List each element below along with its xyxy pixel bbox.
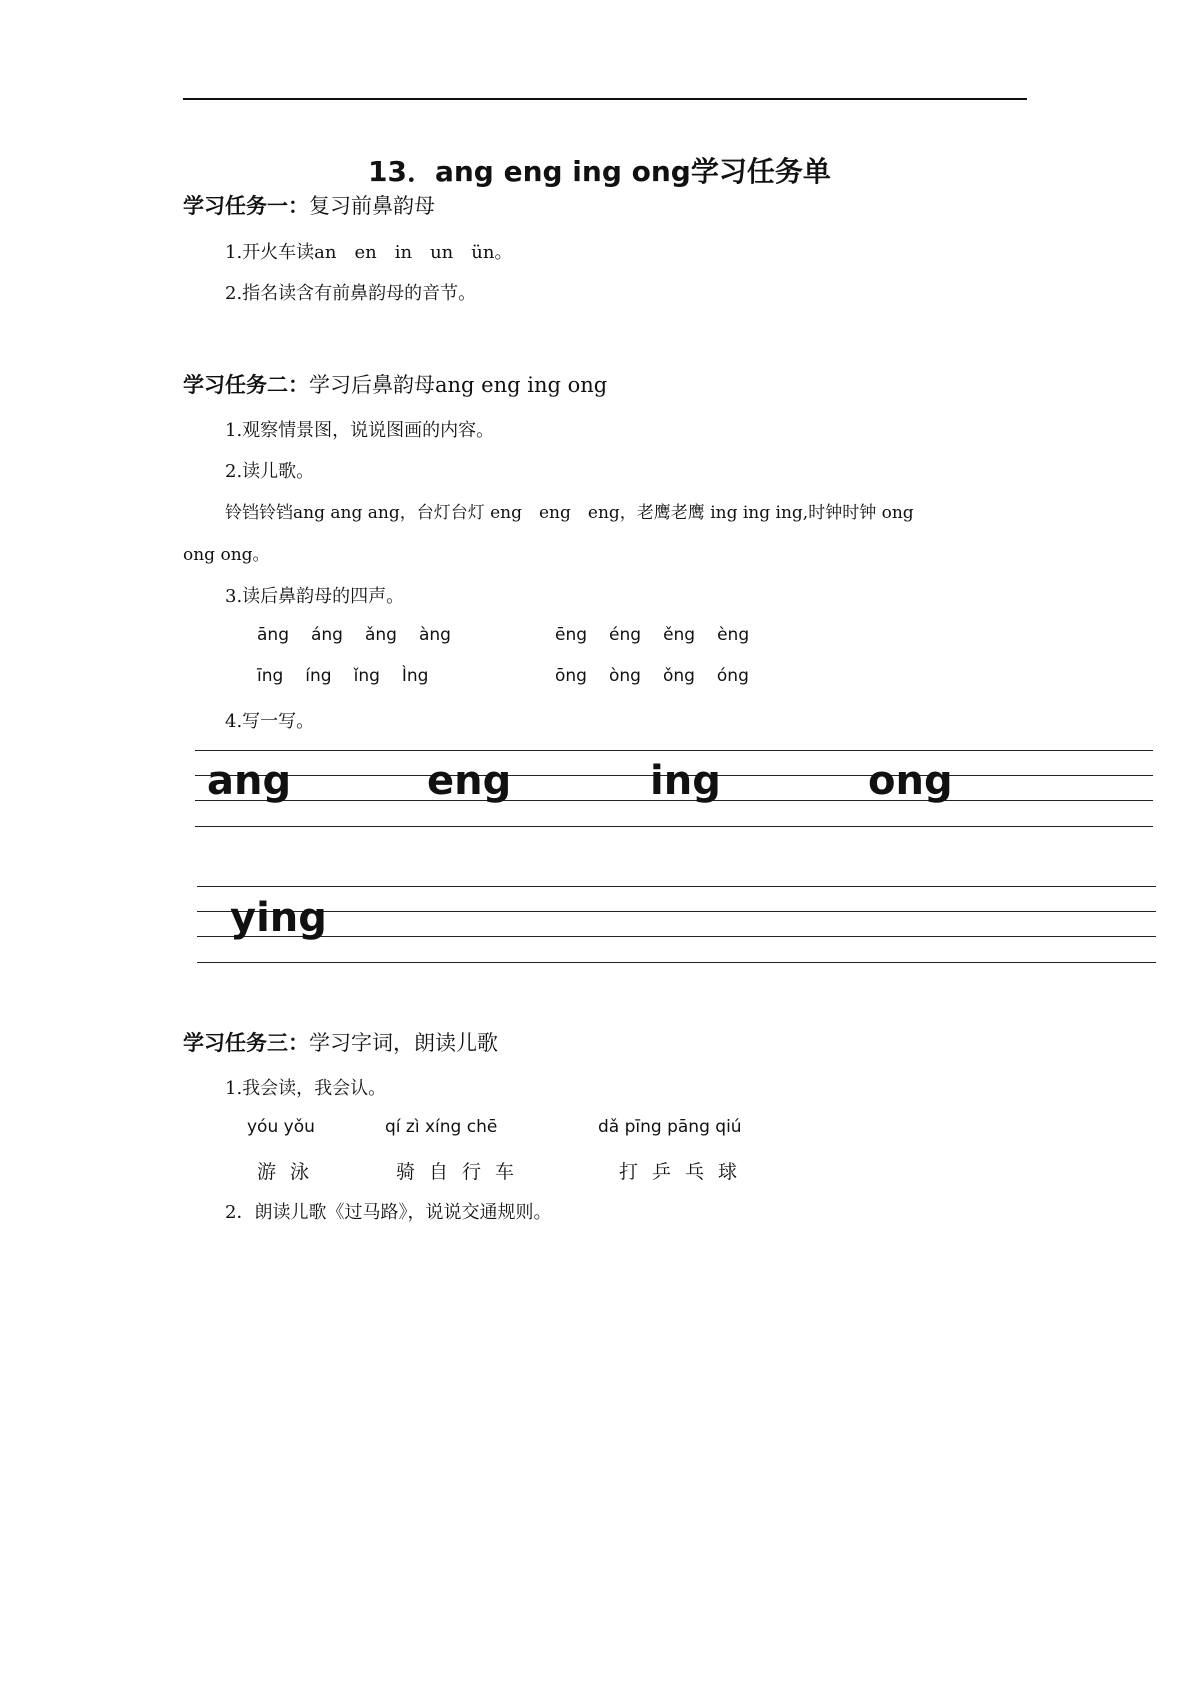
task2-name: 学习后鼻韵母ang eng ing ong bbox=[309, 373, 608, 397]
tones-eng bbox=[555, 625, 749, 645]
tone-ang-2: áng bbox=[310, 625, 343, 645]
task3-name: 学习字词，朗读儿歌 bbox=[309, 1031, 498, 1055]
word3-char-4: 球 bbox=[718, 1161, 738, 1183]
task3-item-1: 1.我会读，我会认。 bbox=[225, 1078, 387, 1099]
task2-label: 学习任务二： bbox=[183, 373, 309, 397]
tones-ang bbox=[257, 625, 451, 645]
task2-heading bbox=[183, 369, 607, 399]
tone-ing-4: Ìng bbox=[401, 666, 429, 686]
tone-ang-3: ǎng bbox=[364, 625, 397, 645]
header-rule bbox=[183, 98, 1027, 100]
write-ang: ang bbox=[207, 758, 292, 804]
task2-item-4: 4.写一写。 bbox=[225, 711, 315, 732]
rhyme-line-1: 铃铛铃铛ang ang ang，台灯台灯 eng eng eng，老鹰老鹰 ing ing ing,时钟时钟 ong bbox=[225, 503, 914, 523]
word1-chars bbox=[257, 1157, 309, 1184]
tone-eng-1: ēng bbox=[555, 625, 588, 645]
write-ing: ing bbox=[650, 758, 721, 804]
word2-pinyin: qí zì xíng chē bbox=[385, 1117, 498, 1137]
grid2-line-3 bbox=[197, 936, 1156, 937]
grid1-line-4 bbox=[195, 826, 1153, 827]
task1-heading bbox=[183, 190, 435, 220]
tone-ang-4: àng bbox=[418, 625, 451, 645]
tone-ong-3: ǒng bbox=[662, 666, 695, 686]
task3-item-2: 2．朗读儿歌《过马路》，说说交通规则。 bbox=[225, 1202, 552, 1223]
word2-char-4: 车 bbox=[495, 1161, 515, 1183]
tone-ong-2: òng bbox=[608, 666, 641, 686]
write-ying: ying bbox=[230, 895, 327, 941]
task3-heading bbox=[183, 1027, 498, 1057]
tones-ing bbox=[257, 666, 428, 686]
task3-label: 学习任务三： bbox=[183, 1031, 309, 1055]
grid2-line-4 bbox=[197, 962, 1156, 963]
task2-item-3: 3.读后鼻韵母的四声。 bbox=[225, 586, 405, 607]
word1-pinyin: yóu yǒu bbox=[247, 1117, 315, 1137]
tone-ang-1: āng bbox=[257, 625, 289, 645]
word3-char-2: 乒 bbox=[652, 1161, 672, 1183]
task2-item-1: 1.观察情景图，说说图画的内容。 bbox=[225, 420, 495, 441]
write-ong: ong bbox=[868, 758, 953, 804]
grid2-line-1 bbox=[197, 886, 1156, 887]
task1-item-1: 1.开火车读an en in un ün。 bbox=[225, 242, 513, 263]
tone-ing-1: īng bbox=[257, 666, 284, 686]
tone-eng-3: ěng bbox=[663, 625, 696, 645]
rhyme-line-2: ong ong。 bbox=[183, 545, 270, 565]
word3-chars bbox=[619, 1157, 737, 1184]
tone-ing-3: ǐng bbox=[353, 666, 380, 686]
word3-char-1: 打 bbox=[619, 1161, 639, 1183]
word1-char-1: 游 bbox=[257, 1161, 277, 1183]
write-eng: eng bbox=[427, 758, 512, 804]
grid1-line-1 bbox=[195, 750, 1153, 751]
word2-char-2: 自 bbox=[429, 1161, 449, 1183]
tone-eng-2: éng bbox=[609, 625, 642, 645]
word3-char-3: 乓 bbox=[685, 1161, 705, 1183]
task1-item-2: 2.指名读含有前鼻韵母的音节。 bbox=[225, 283, 477, 304]
word1-char-2: 泳 bbox=[290, 1161, 310, 1183]
word2-chars bbox=[396, 1157, 514, 1184]
tone-ing-2: íng bbox=[305, 666, 332, 686]
word3-pinyin: dǎ pīng pāng qiú bbox=[598, 1117, 742, 1137]
tone-eng-4: èng bbox=[717, 625, 750, 645]
task1-name: 复习前鼻韵母 bbox=[309, 194, 435, 218]
word2-char-1: 骑 bbox=[396, 1161, 416, 1183]
word2-char-3: 行 bbox=[462, 1161, 482, 1183]
page-title: 13．ang eng ing ong学习任务单 bbox=[368, 155, 831, 188]
tones-ong bbox=[555, 666, 749, 686]
tone-ong-4: óng bbox=[716, 666, 749, 686]
task1-label: 学习任务一： bbox=[183, 194, 309, 218]
task2-item-2: 2.读儿歌。 bbox=[225, 461, 315, 482]
grid2-line-2 bbox=[197, 911, 1156, 912]
tone-ong-1: ōng bbox=[555, 666, 587, 686]
